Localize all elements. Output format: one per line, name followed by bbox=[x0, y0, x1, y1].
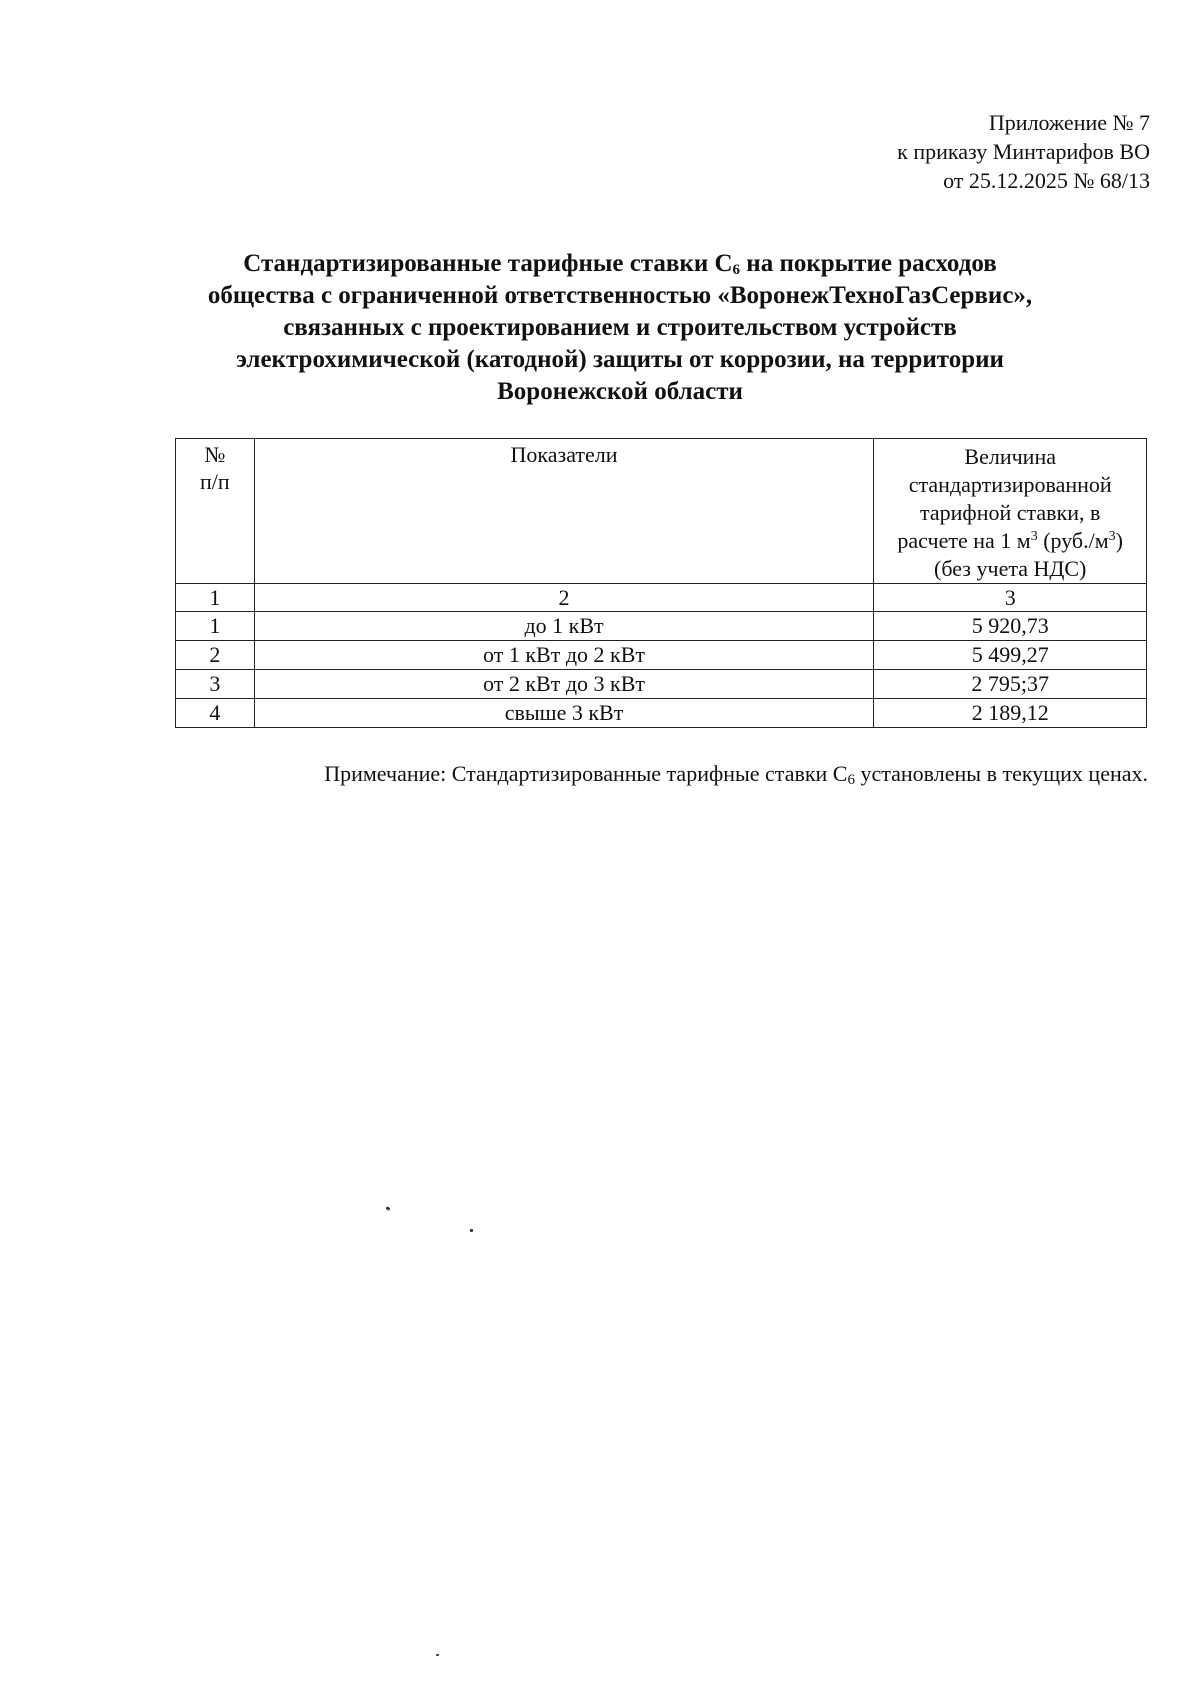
scan-speck bbox=[470, 1229, 473, 1232]
column-number-2: 2 bbox=[254, 584, 874, 612]
row-indicator: до 1 кВт bbox=[254, 612, 874, 641]
row-rate-value: 5 499,27 bbox=[874, 641, 1147, 670]
row-indicator: от 1 кВт до 2 кВт bbox=[254, 641, 874, 670]
header-rate-cell: Величина стандартизированной тарифной ставки, в расчете на 1 $м^3$ $(руб./м^3)$ (без учета НДС) bbox=[874, 439, 1147, 584]
row-rate-value: 5 920,73 bbox=[874, 612, 1147, 641]
title-line-4: электрохимической (катодной) защиты от коррозии, на территории bbox=[236, 346, 1004, 373]
column-number-3: 3 bbox=[874, 584, 1147, 612]
table-row bbox=[176, 670, 1147, 699]
row-rate-value: 2 795;37 bbox=[874, 670, 1147, 699]
annex-reference bbox=[897, 108, 1150, 195]
title-line-1: Стандартизированные тарифные ставки $С_6$ на покрытие расходов bbox=[243, 250, 997, 278]
row-number: 1 bbox=[176, 612, 255, 641]
table-column-numbering-row bbox=[176, 584, 1147, 612]
annex-order-date: от 25.12.2025 № 68/13 bbox=[943, 168, 1150, 193]
header-number-cell: № п/п bbox=[176, 439, 255, 584]
column-number-1: 1 bbox=[176, 584, 255, 612]
annex-number: Приложение № 7 bbox=[988, 110, 1150, 135]
row-indicator: от 2 кВт до 3 кВт bbox=[254, 670, 874, 699]
row-number: 3 bbox=[176, 670, 255, 699]
title-line-2: общества с ограниченной ответственностью «ВоронежТехноГазСервис», bbox=[207, 282, 1033, 309]
document-title bbox=[170, 248, 1070, 408]
table-row bbox=[176, 612, 1147, 641]
title-line-3: связанных с проектированием и строительством устройств bbox=[283, 314, 957, 341]
table-header-row bbox=[176, 439, 1147, 584]
tariff-table bbox=[175, 438, 1147, 728]
note-subscript: 6 bbox=[847, 772, 855, 788]
row-indicator: свыше 3 кВт bbox=[254, 699, 874, 728]
header-indicators-cell: Показатели bbox=[254, 439, 874, 584]
table-row bbox=[176, 699, 1147, 728]
row-number: 2 bbox=[176, 641, 255, 670]
row-number: 4 bbox=[176, 699, 255, 728]
scan-speck bbox=[386, 1206, 391, 1211]
title-line-5: Воронежской области bbox=[497, 378, 743, 405]
footnote: Примечание: Стандартизированные тарифные ставки $С_6$ установлены в текущих ценах. bbox=[324, 761, 1148, 788]
scan-speck bbox=[436, 1654, 439, 1656]
annex-order-ref: к приказу Минтарифов ВО bbox=[897, 139, 1150, 164]
table-row bbox=[176, 641, 1147, 670]
row-rate-value: 2 189,12 bbox=[874, 699, 1147, 728]
title-subscript: 6 bbox=[732, 262, 741, 278]
